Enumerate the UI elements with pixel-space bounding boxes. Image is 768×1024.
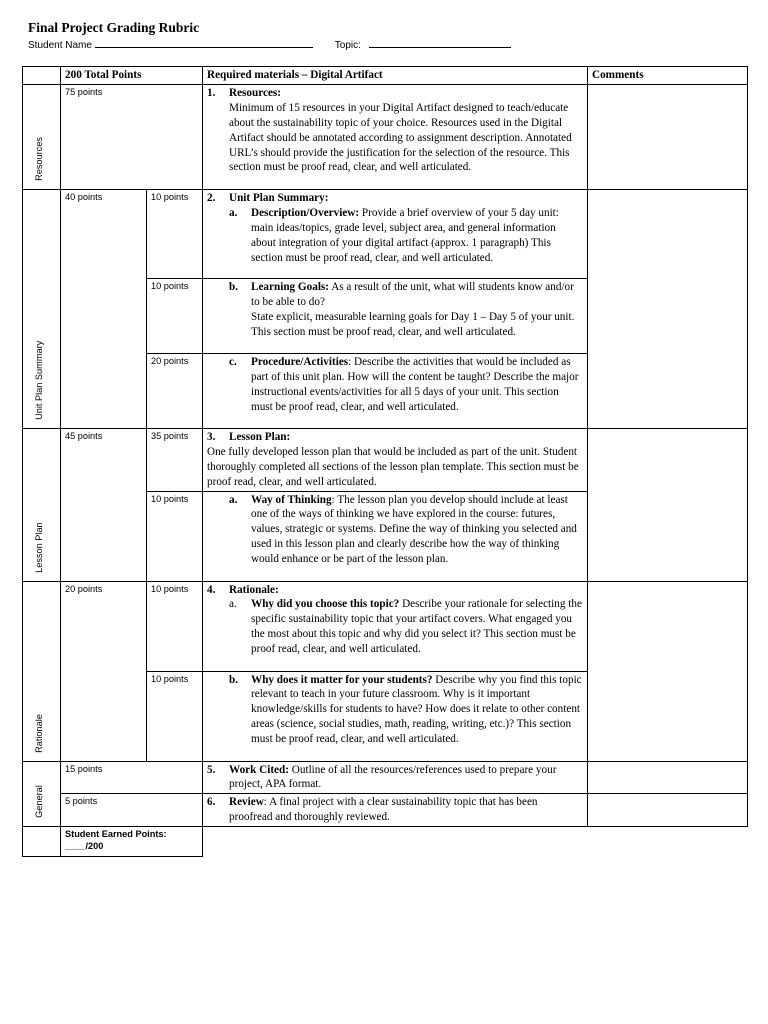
table-row xyxy=(23,428,748,491)
footer-row xyxy=(23,827,748,857)
subpoints-cell: 10 points xyxy=(147,189,203,278)
criteria-cell: 4. Rationale: a. Why did you choose this topic? Describe your rationale for selecting the specific sustainability topic that your artifact covers. What engaged you the most about this topic and why did you select it? This section must be proof read, clear, and well articulated. xyxy=(203,581,588,671)
section-label-general: General xyxy=(23,761,61,827)
header-blank-cell xyxy=(23,67,61,85)
criteria-cell: b. Learning Goals: As a result of the unit, what will students know and/or to be able to do? State explicit, measurable learning goals for Day 1 – Day 5 of your unit. This section must be proof read, clear, and well articulated. xyxy=(203,278,588,353)
table-row xyxy=(23,84,748,189)
section-label-lesson-plan: Lesson Plan xyxy=(23,428,61,581)
earned-points-value: ____/200 xyxy=(65,841,104,852)
subpoints-cell: 10 points xyxy=(147,671,203,761)
comments-header: Comments xyxy=(588,67,748,85)
topic-label: Topic: xyxy=(334,40,361,51)
subpoints-cell: 10 points xyxy=(147,581,203,671)
earned-points-cell[interactable] xyxy=(61,827,203,857)
subpoints-cell: 20 points xyxy=(147,353,203,428)
subpoints-cell: 10 points xyxy=(147,278,203,353)
section-label-unit-plan: Unit Plan Summary xyxy=(23,189,61,428)
section-label-resources: Resources xyxy=(23,84,61,189)
comments-cell[interactable] xyxy=(588,581,748,761)
criteria-cell: a. Way of Thinking: The lesson plan you develop should include at least one of the ways of thinking we have explored in the course: futures, values, strategic or systems. Define the way of thinking you selected and used in this lesson plan and clearly describe how the way of thinking would enhance or be part of the lesson plan. xyxy=(203,491,588,581)
comments-cell[interactable] xyxy=(588,761,748,794)
subpoints-cell: 10 points xyxy=(147,491,203,581)
header-row xyxy=(23,67,748,85)
footer-empty xyxy=(203,827,588,857)
points-cell: 15 points xyxy=(61,761,203,794)
section-label-rationale: Rationale xyxy=(23,581,61,761)
criteria-cell: b. Why does it matter for your students? Describe why you find this topic relevant to teach in your future classroom. Why is it important knowledge/skills for students to have? How does it relate to other content areas (science, social studies, math, reading, writing, etc.)? This section must be proof read, clear, and well articulated. xyxy=(203,671,588,761)
points-cell: 5 points xyxy=(61,794,203,827)
comments-cell[interactable] xyxy=(588,189,748,428)
footer-blank-cell xyxy=(23,827,61,857)
criteria-cell: 1. Resources: Minimum of 15 resources in your Digital Artifact designed to teach/educate about the sustainability topic of your choice. Resources used in the Digital Artifact should be annotated according to assignment description. Annotated URL’s should provide the justification for the selection of the resource. This section must be proof read, clear, and well articulated. xyxy=(203,84,588,189)
required-materials-header: Required materials – Digital Artifact xyxy=(203,67,588,85)
topic-blank xyxy=(369,38,511,48)
criteria-cell: 5. Work Cited: Outline of all the resources/references used to prepare your project, APA format. xyxy=(203,761,588,794)
points-cell: 20 points xyxy=(61,581,147,761)
student-info-line xyxy=(28,38,511,51)
student-name-blank xyxy=(95,38,313,48)
criteria-cell: 6. Review: A final project with a clear sustainability topic that has been proofread and thoroughly reviewed. xyxy=(203,794,588,827)
criteria-cell: 3. Lesson Plan: One fully developed lesson plan that would be included as part of the unit. Student thoroughly completed all sections of the lesson plan template. This section must be proof read, clear, and well articulated. xyxy=(203,428,588,491)
footer-empty xyxy=(588,827,748,857)
table-row xyxy=(23,794,748,827)
subpoints-cell: 35 points xyxy=(147,428,203,491)
table-row xyxy=(23,189,748,278)
total-points-header: 200 Total Points xyxy=(61,67,203,85)
table-row xyxy=(23,761,748,794)
comments-cell[interactable] xyxy=(588,84,748,189)
criteria-cell: c. Procedure/Activities: Describe the activities that would be included as part of this unit plan. How will the content be taught? Describe the major instructional events/activities for all 5 days of your unit. This section must be proof read, clear, and well articulated. xyxy=(203,353,588,428)
points-cell: 45 points xyxy=(61,428,147,581)
points-cell: 40 points xyxy=(61,189,147,428)
table-row xyxy=(23,581,748,671)
document-title: Final Project Grading Rubric xyxy=(28,20,200,35)
comments-cell[interactable] xyxy=(588,794,748,827)
student-name-label: Student Name xyxy=(28,40,92,51)
rubric-table xyxy=(22,66,748,857)
comments-cell[interactable] xyxy=(588,428,748,581)
points-cell: 75 points xyxy=(61,84,203,189)
criteria-cell: 2. Unit Plan Summary: a. Description/Overview: Provide a brief overview of your 5 day unit: main ideas/topics, grade level, subject area, and general information about integration of your digital artifact (approx. 1 paragraph) This section must be proof read, clear, and well articulated. xyxy=(203,189,588,278)
earned-points-label: Student Earned Points: xyxy=(65,829,167,840)
